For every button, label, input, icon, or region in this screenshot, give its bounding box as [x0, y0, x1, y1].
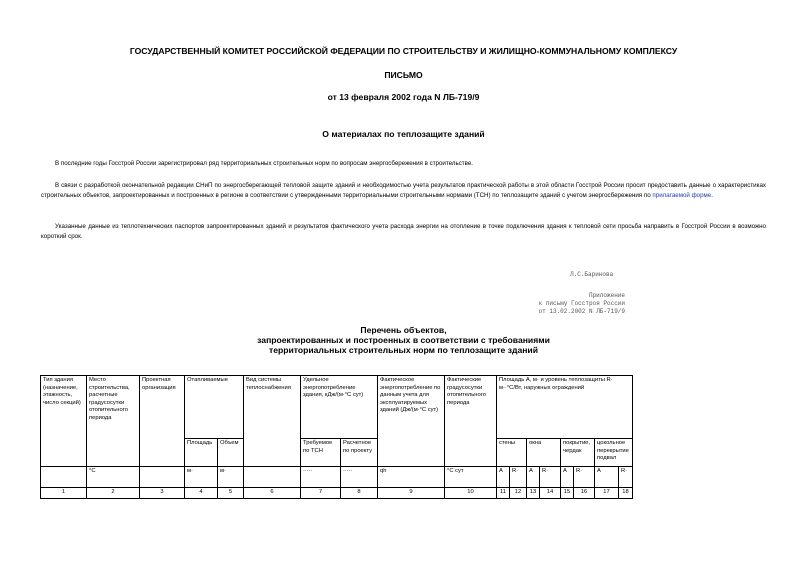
- subheader-volume: Объем: [218, 439, 244, 467]
- unit-place: °С: [87, 467, 140, 488]
- column-number: 14: [540, 488, 561, 499]
- list-title-line-1: Перечень объектов,: [360, 325, 447, 335]
- column-number: 13: [527, 488, 540, 499]
- unit-cell-6: [244, 467, 301, 488]
- column-number: 15: [561, 488, 574, 499]
- paragraph-1: [41, 159, 766, 169]
- unit-roof-r: R·: [574, 467, 595, 488]
- appendix-line-2: к письму Госстроя России: [538, 300, 625, 307]
- header-heated: Отапливаемые: [185, 376, 244, 439]
- column-number: 9: [378, 488, 445, 499]
- subheader-walls: стены: [497, 439, 527, 467]
- subheader-basement: цокольное перекрытие подвал: [595, 439, 633, 467]
- unit-basement-r: R·: [619, 467, 633, 488]
- unit-roof-a: А: [561, 467, 574, 488]
- header-envelope-area: Площадь А, м· и уровень теплозащиты R· м··°С/Вт, наружных ограждений: [497, 376, 633, 439]
- header-specific-consumption: Удельное энергопотребление здания, кДж/(м·°С сут): [301, 376, 378, 439]
- paragraph-3-text: Указанные данные из теплотехнических паспортов запроектированных зданий и результатов фактического учета расхода энергии на отопление в точке подключения здания к тепловой сети просьба направить в Госстрой России в возможно короткий срок.: [41, 223, 766, 240]
- signature: Л.С.Баринова: [570, 271, 614, 278]
- unit-walls-a: А: [497, 467, 510, 488]
- unit-volume: м·: [218, 467, 244, 488]
- paragraph-3: [41, 222, 766, 241]
- paragraph-1-text: В последние годы Госстрой России зарегистрировал ряд территориальных строительных норм по вопросам энергосбережения в строительстве.: [55, 160, 474, 167]
- objects-table: [40, 375, 633, 499]
- header-heating-system: Вид системы теплоснабжения: [244, 376, 301, 467]
- paragraph-2-text: В связи с разработкой окончательной редакции СНиП по энергосберегающей тепловой защите зданий и необходимостью учета результатов практической работы в этой области Госстрой России просит предоставить данные о характеристиках строительных объектов, запроектированных и построенных в регионе в соответствии с утвержденными территориальными строительными нормами (ТСН) по теплозащите зданий с учетом энергосбережения по: [41, 182, 766, 199]
- unit-windows-a: А: [527, 467, 540, 488]
- unit-windows-r: R·: [540, 467, 561, 488]
- document-subject: О материалах по теплозащите зданий: [322, 129, 485, 139]
- unit-cell-3: [140, 467, 185, 488]
- unit-basement-a: А: [595, 467, 619, 488]
- appendix-line-1: Приложение: [588, 292, 625, 299]
- paragraph-2: [41, 181, 766, 200]
- column-number: 8: [341, 488, 378, 499]
- unit-calculated: ·····: [341, 467, 378, 488]
- header-actual-degree-days: Фактические градусосутки отопительного периода: [445, 376, 497, 467]
- list-title-line-2: запроектированных и построенных в соответствии с требованиями: [257, 335, 550, 345]
- column-number: 7: [301, 488, 341, 499]
- header-building-type: Тип здания (назначение, этажность, число секций): [41, 376, 87, 467]
- header-construction-place: Место строительства, расчетные градусосутки отопительного периода: [87, 376, 140, 467]
- unit-required: ·····: [301, 467, 341, 488]
- column-number: 11: [497, 488, 510, 499]
- header-design-organization: Проектная организация: [140, 376, 185, 467]
- paragraph-2-end: .: [711, 191, 713, 199]
- subheader-calculated: Расчетное по проекту: [341, 439, 378, 467]
- column-number: 3: [140, 488, 185, 499]
- column-number: 17: [595, 488, 619, 499]
- subheader-windows: окна: [527, 439, 561, 467]
- attached-form-link[interactable]: прилагаемой форме: [652, 191, 712, 199]
- unit-actual: qh: [378, 467, 445, 488]
- column-number: 10: [445, 488, 497, 499]
- document-type: ПИСЬМО: [384, 70, 423, 80]
- subheader-roof: покрытие, чердак: [561, 439, 595, 467]
- unit-walls-r: R·: [510, 467, 527, 488]
- column-number: 5: [218, 488, 244, 499]
- header-actual-consumption: Фактическое энергопотребление по данным учета для эксплуатируемых зданий (Дж/(м·°С сут): [378, 376, 445, 467]
- column-number: 4: [185, 488, 218, 499]
- committee-title: ГОСУДАРСТВЕННЫЙ КОМИТЕТ РОССИЙСКОЙ ФЕДЕРАЦИИ ПО СТРОИТЕЛЬСТВУ И ЖИЛИЩНО-КОММУНАЛЬНОМУ КОМПЛЕКСУ: [129, 46, 678, 56]
- column-number: 1: [41, 488, 87, 499]
- column-number: 6: [244, 488, 301, 499]
- unit-degree-days: °С сут: [445, 467, 497, 488]
- column-number: 12: [510, 488, 527, 499]
- column-number: 2: [87, 488, 140, 499]
- document-date-number: от 13 февраля 2002 года N ЛБ-719/9: [327, 92, 480, 102]
- column-number: 18: [619, 488, 633, 499]
- unit-area: м·: [185, 467, 218, 488]
- subheader-area: Площадь: [185, 439, 218, 467]
- unit-cell-1: [41, 467, 87, 488]
- subheader-required: Требуемое по ТСН: [301, 439, 341, 467]
- column-number: 16: [574, 488, 595, 499]
- appendix-line-3: от 13.02.2002 N ЛБ-719/9: [538, 308, 625, 315]
- list-title-line-3: территориальных строительных норм по теплозащите зданий: [269, 345, 538, 355]
